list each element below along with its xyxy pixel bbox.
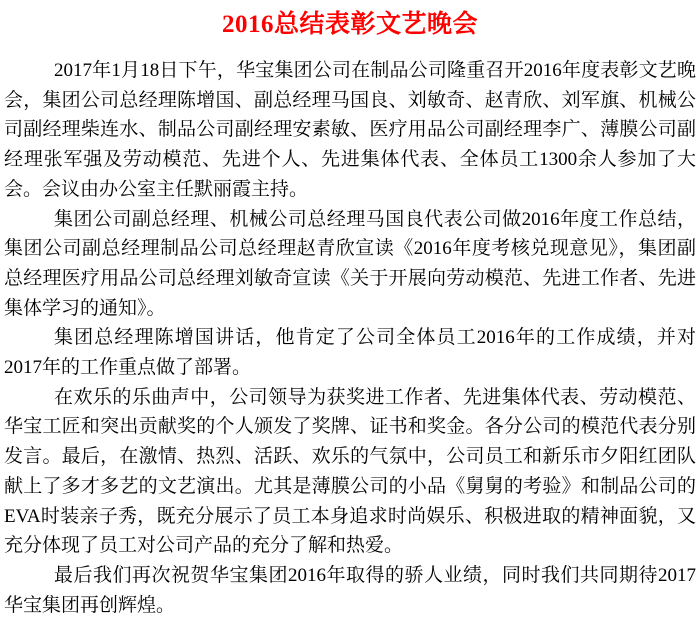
paragraph: 在欢乐的乐曲声中，公司领导为获奖进工作者、先进集体代表、劳动模范、华宝工匠和突出贡献奖的个人颁发了奖牌、证书和奖金。各分公司的模范代表分别发言。最后，在激情、热烈、活跃、欢乐的气氛中，公司员工和新乐市夕阳红团队献上了多才多艺的文艺演出。尤其是薄膜公司的小品《舅舅的考验》和制品公司的EVA时装亲子秀，既充分展示了员工本身追求时尚娱乐、积极进取的精神面貌，又充分体现了员工对公司产品的充分了解和热爱。	[4, 386, 696, 557]
document-body	[4, 56, 696, 620]
paragraph: 最后我们再次祝贺华宝集团2016年取得的骄人业绩，同时我们共同期待2017华宝集团再创辉煌。	[4, 564, 696, 616]
document-title: 2016总结表彰文艺晚会	[221, 11, 478, 38]
paragraph: 集团公司副总经理、机械公司总经理马国良代表公司做2016年度工作总结，集团公司副总经理制品公司总经理赵青欣宣读《2016年度考核兑现意见》，集团副总经理医疗用品公司总经理刘敏奇宣读《关于开展向劳动模范、先进工作者、先进集体学习的通知》。	[4, 208, 696, 319]
paragraph: 2017年1月18日下午，华宝集团公司在制品公司隆重召开2016年度表彰文艺晚会，集团公司总经理陈增国、副总经理马国良、刘敏奇、赵青欣、刘军旗、机械公司副经理柴连水、制品公司副经理安素敏、医疗用品公司副经理李广、薄膜公司副经理张军强及劳动模范、先进个人、先进集体代表、全体员工1300余人参加了大会。会议由办公室主任默丽霞主持。	[4, 60, 696, 200]
paragraph: 集团总经理陈增国讲话，他肯定了公司全体员工2016年的工作成绩，并对2017年的工作重点做了部署。	[4, 327, 696, 379]
